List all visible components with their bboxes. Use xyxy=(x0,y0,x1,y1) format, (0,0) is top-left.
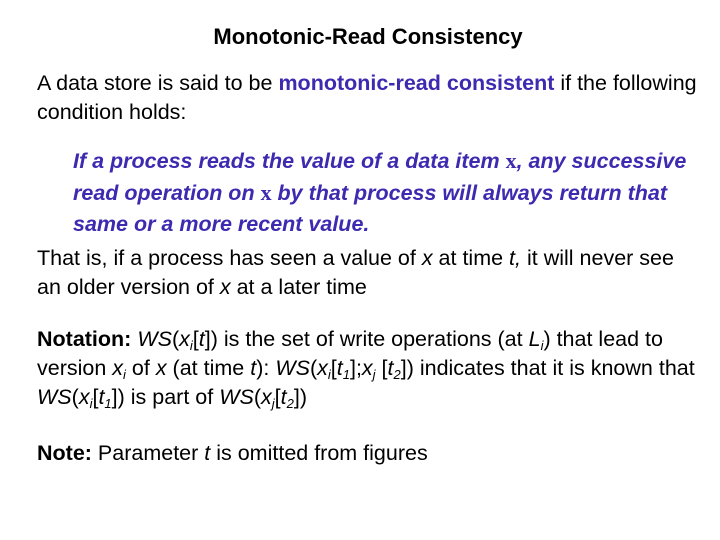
notation-ws2: WS xyxy=(275,356,310,380)
explanation-text-b: at time xyxy=(432,246,510,270)
notation-ws3: WS xyxy=(37,385,72,409)
notation-s7: ): xyxy=(256,356,276,380)
notation-s10: ]; xyxy=(349,356,362,380)
notation-s17: [ xyxy=(274,385,281,409)
explanation-text-a: That is, if a process has seen a value of xyxy=(37,246,422,270)
notation-n4: 2 xyxy=(286,396,294,411)
notation-s15: ]) is part of xyxy=(111,385,220,409)
notation-i5: i xyxy=(89,396,93,411)
notation-n3: 1 xyxy=(104,396,112,411)
notation-x2: x xyxy=(112,356,124,380)
explanation-text-d: at a later time xyxy=(230,275,367,299)
notation-i2: i xyxy=(540,338,544,353)
note-text-a: Parameter xyxy=(91,441,205,465)
notation-s18: ]) xyxy=(293,385,307,409)
definition-term: monotonic-read consistent xyxy=(278,71,555,95)
note-var-t: t xyxy=(204,441,211,465)
notation-s16: ( xyxy=(253,385,262,409)
notation-j2: j xyxy=(271,396,275,411)
notation-paragraph xyxy=(37,325,697,412)
notation-ws1: WS xyxy=(137,327,172,351)
notation-i4: i xyxy=(327,367,331,382)
definition-prefix: A data store is said to be xyxy=(37,71,279,95)
explanation-var-x2: x xyxy=(219,275,231,299)
notation-x6: x xyxy=(78,385,90,409)
notation-i1: i xyxy=(189,338,193,353)
notation-n2: 2 xyxy=(393,367,401,382)
notation-s11: [ xyxy=(375,356,388,380)
notation-s14: [ xyxy=(92,385,99,409)
notation-t2: t xyxy=(250,356,257,380)
condition-part3: by that process will always return that same or a more recent value. xyxy=(73,181,668,236)
notation-t5: t xyxy=(98,385,105,409)
notation-t1: t xyxy=(198,327,205,351)
notation-s9: [ xyxy=(330,356,337,380)
notation-t4: t xyxy=(387,356,394,380)
notation-s3: ]) is the set of write operations (at xyxy=(204,327,529,351)
notation-s8: ( xyxy=(309,356,318,380)
slide-title: Monotonic-Read Consistency xyxy=(213,24,523,49)
notation-x4: x xyxy=(317,356,328,380)
explanation-var-t: t, xyxy=(509,246,521,270)
notation-ws4: WS xyxy=(219,385,254,409)
condition-statement xyxy=(73,145,693,240)
notation-i3: i xyxy=(123,367,126,382)
notation-t6: t xyxy=(280,385,287,409)
notation-s2: [ xyxy=(192,327,199,351)
condition-var2: x xyxy=(260,180,272,205)
notation-t3: t xyxy=(336,356,343,380)
notation-L: L xyxy=(528,327,541,351)
explanation-var-x1: x xyxy=(421,246,433,270)
notation-x3: x xyxy=(155,356,167,380)
condition-part2: , any successive read operation on xyxy=(73,149,687,205)
explanation-paragraph xyxy=(37,244,697,302)
definition-paragraph xyxy=(37,69,697,127)
explanation-text-c: it will never see an older version of xyxy=(37,246,674,299)
note-paragraph xyxy=(37,439,697,468)
notation-s12: ]) indicates that it is known that xyxy=(400,356,695,380)
notation-j1: j xyxy=(372,367,376,382)
notation-x5: x xyxy=(361,356,373,380)
notation-x7: x xyxy=(261,385,272,409)
notation-s13: ( xyxy=(71,385,79,409)
note-label: Note: xyxy=(37,441,92,465)
notation-s6: (at time xyxy=(166,356,251,380)
definition-suffix: if the following condition holds: xyxy=(37,71,697,124)
notation-label: Notation: xyxy=(37,327,132,351)
notation-s4: ) that lead to version xyxy=(37,327,663,380)
notation-n1: 1 xyxy=(342,367,350,382)
notation-s5: of xyxy=(125,356,156,380)
note-text-b: is omitted from figures xyxy=(210,441,428,465)
notation-x1: x xyxy=(179,327,190,351)
condition-var1: x xyxy=(505,148,517,173)
notation-s1: ( xyxy=(171,327,180,351)
condition-part1: If a process reads the value of a data item xyxy=(73,149,506,173)
